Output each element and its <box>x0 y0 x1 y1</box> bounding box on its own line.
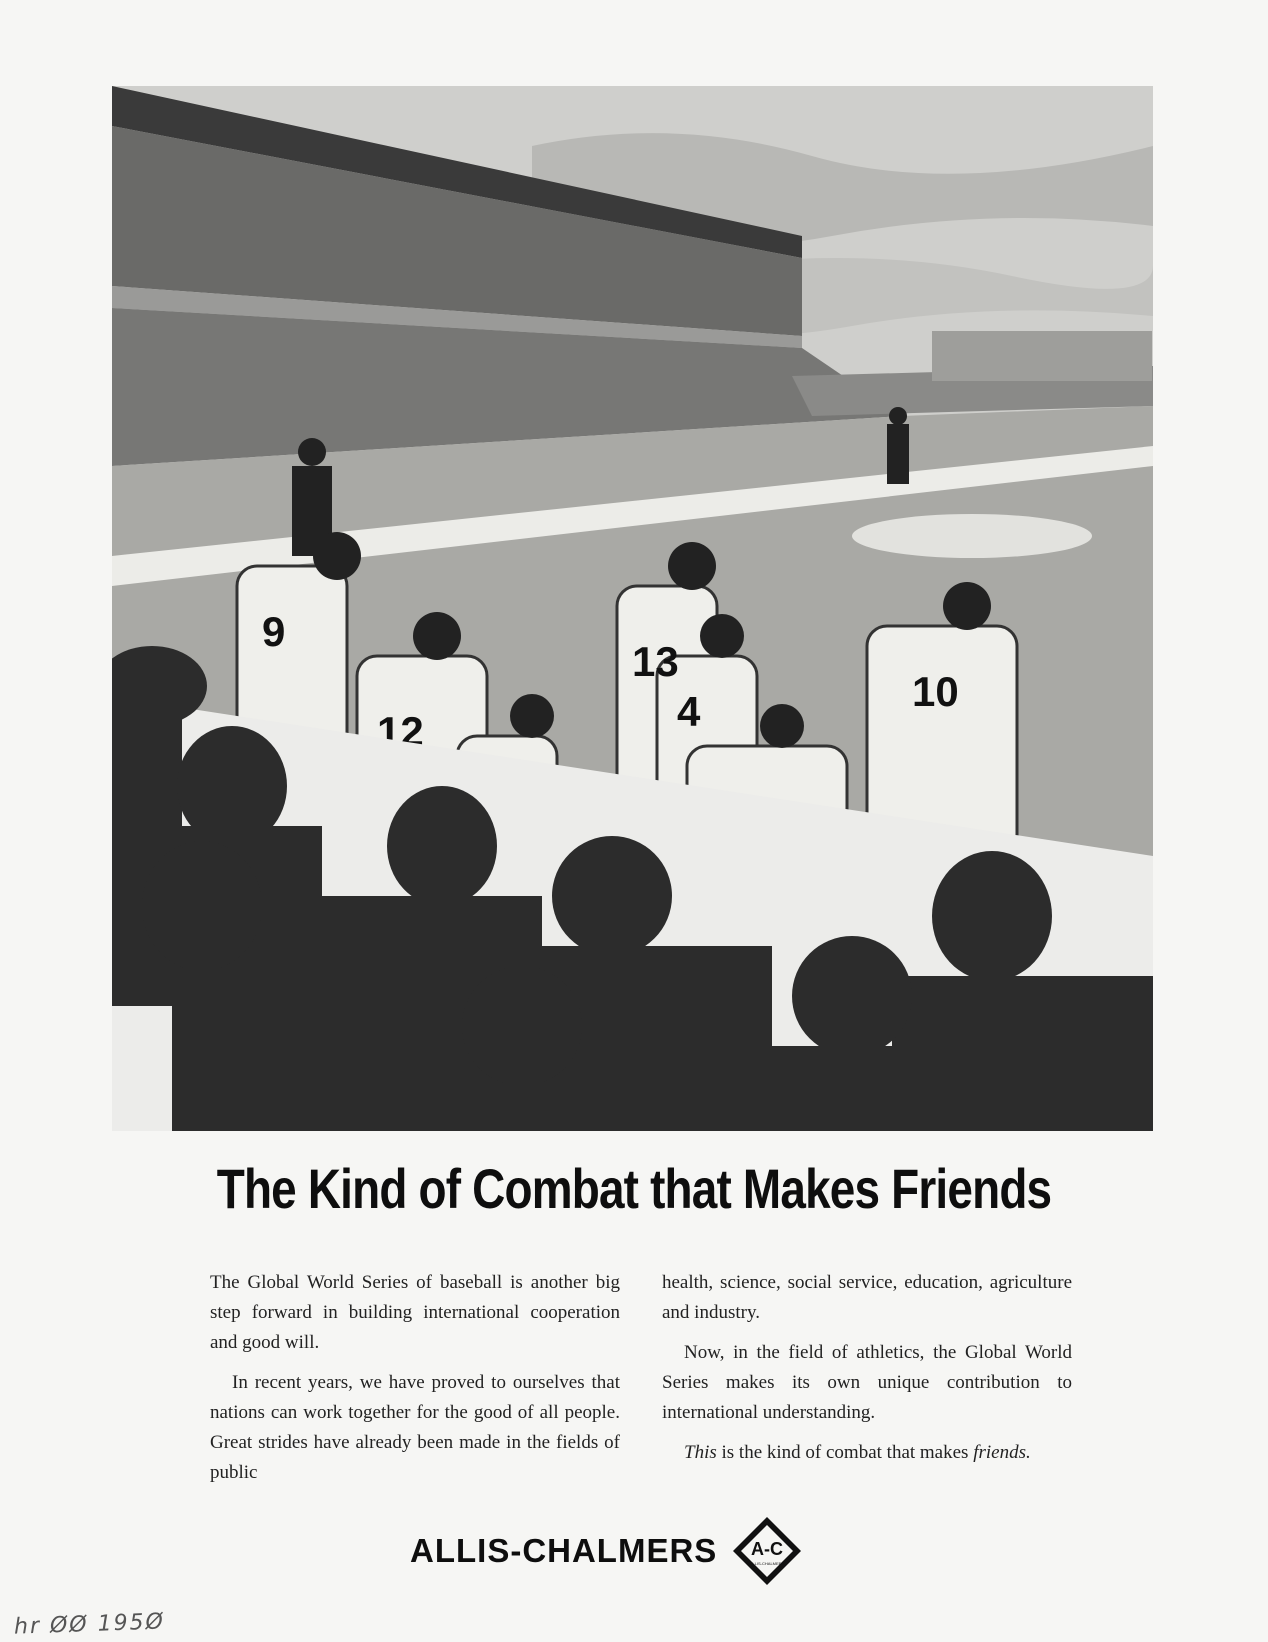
brand-name: ALLIS-CHALMERS <box>410 1532 718 1569</box>
jersey-number-9: 9 <box>262 608 286 655</box>
baseball-illustration <box>112 86 1153 1131</box>
closing-emphasis-end: friends. <box>973 1442 1031 1463</box>
headline: The Kind of Combat that Makes Friends <box>216 1157 1052 1220</box>
closing-emphasis-start: This <box>684 1442 717 1463</box>
closing-text: is the kind of combat that makes <box>716 1442 974 1463</box>
logo-subtext: ALLIS-CHALMERS <box>750 1561 785 1566</box>
stadium-scene-icon <box>112 86 1153 1131</box>
body-paragraph-2: In recent years, we have proved to ourselves that nations can work together for the good of all people. Great strides have already been made in the fields of public <box>210 1372 620 1483</box>
jersey-number-13: 13 <box>632 638 679 685</box>
jersey-number-10: 10 <box>912 668 959 715</box>
body-paragraph-4: Now, in the field of athletics, the Global World Series makes its own unique contribution to international understanding. <box>662 1342 1072 1423</box>
logo-text: A-C <box>751 1539 784 1559</box>
allis-chalmers-logo-icon <box>731 1515 803 1587</box>
body-paragraph-5 <box>662 1438 1072 1468</box>
body-column-left <box>210 1268 620 1498</box>
body-column-right <box>662 1268 1072 1478</box>
jersey-number-4: 4 <box>677 688 701 735</box>
handwritten-note: hr ØØ 195Ø <box>13 1609 166 1640</box>
brand-signature <box>410 1526 803 1576</box>
jersey-number-12: 12 <box>377 708 424 755</box>
body-paragraph-3: health, science, social service, education, agriculture and industry. <box>662 1272 1072 1323</box>
body-paragraph-1: The Global World Series of baseball is another big step forward in building international cooperation and good will. <box>210 1272 620 1353</box>
